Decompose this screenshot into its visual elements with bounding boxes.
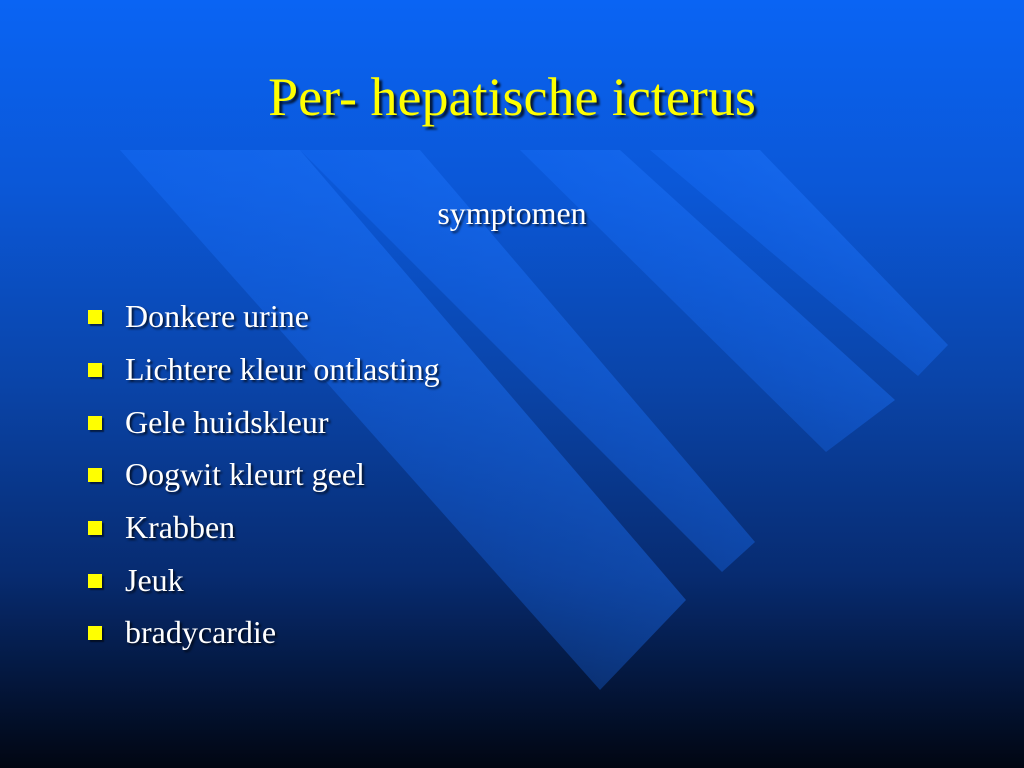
square-bullet-icon [88,626,102,640]
list-item [88,606,440,659]
slide-subtitle: symptomen [437,195,587,231]
list-item [88,501,440,554]
list-item [88,343,440,396]
square-bullet-icon [88,310,102,324]
list-item [88,448,440,501]
slide-title: Per- hepatische icterus [268,67,756,127]
square-bullet-icon [88,574,102,588]
list-item [88,290,440,343]
bullet-text: bradycardie [125,614,277,651]
bullet-list [88,290,440,659]
square-bullet-icon [88,468,102,482]
bullet-text: Jeuk [125,561,184,598]
list-item [88,395,440,448]
bullet-text: Gele huidskleur [125,403,329,440]
square-bullet-icon [88,363,102,377]
square-bullet-icon [88,416,102,430]
bullet-text: Krabben [125,509,236,546]
square-bullet-icon [88,521,102,535]
bullet-text: Oogwit kleurt geel [125,456,365,493]
bullet-text: Lichtere kleur ontlasting [125,351,440,388]
bullet-text: Donkere urine [125,298,309,335]
list-item [88,553,440,606]
